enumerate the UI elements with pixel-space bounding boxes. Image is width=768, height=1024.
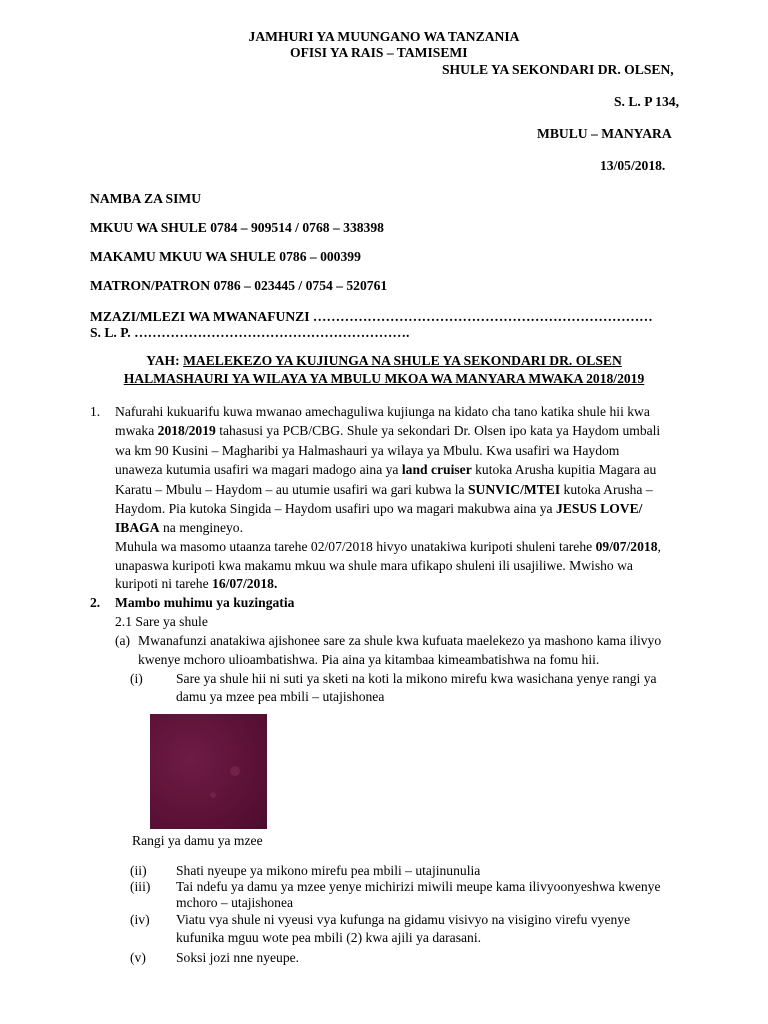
para1-line: mwaka 2018/2019 tahasusi ya PCB/CBG. Shule ya sekondari Dr. Olsen ipo kata ya Haydom umbali [115, 423, 661, 438]
letter-date: 13/05/2018. [600, 158, 666, 173]
parent-line: MZAZI/MLEZI WA MWANAFUNZI ………………………………………………………………… [90, 309, 653, 324]
para1-line: Nafurahi kukuarifu kuwa mwanao amechaguliwa kujiunga na kidato cha tano katika shule hii kwa [115, 404, 650, 419]
para1-line: unapaswa kuripoti kwa makamu mkuu wa shule mara ufikapo shuleni ili usajiliwe. Mwisho wa [115, 558, 633, 573]
subject-line-1: YAH: MAELEKEZO YA KUJIUNGA NA SHULE YA SEKONDARI DR. OLSEN [146, 353, 622, 368]
item-text: Viatu vya shule ni vyeusi vya kufunga na gidamu visivyo na visigino virefu vyenye [176, 912, 631, 927]
item-text: Shati nyeupe ya mikono mirefu pea mbili – utajinunulia [176, 863, 481, 878]
item-label: (i) [130, 671, 143, 686]
section2-title: Mambo muhimu ya kuzingatia [115, 595, 295, 610]
item-label: (iii) [130, 879, 151, 894]
section2-number: 2. [90, 595, 101, 610]
para1-line: IBAGA na mengineyo. [115, 520, 244, 535]
po-box: S. L. P 134, [614, 94, 679, 109]
school-name: SHULE YA SEKONDARI DR. OLSEN, [442, 62, 674, 77]
item-text: Sare ya shule hii ni suti ya sketi na koti la mikono mirefu kwa wasichana yenye rangi ya [176, 671, 657, 686]
section2-subtitle: 2.1 Sare ya shule [115, 614, 208, 629]
item-a-line: Mwanafunzi anatakiwa ajishonee sare za shule kwa kufuata maelekezo ya mashono kama ilivyo [138, 633, 662, 648]
para1-line: kuripoti ni tarehe 16/07/2018. [115, 576, 278, 591]
item-a-line: kwenye mchoro ulioambatishwa. Pia aina ya kitambaa kimeambatishwa na fomu hii. [138, 652, 600, 667]
item-text: kufunika mguu wote pea mbili (2) kwa ajili ya darasani. [176, 930, 482, 945]
item-label: (iv) [130, 912, 150, 927]
school-location: MBULU – MANYARA [537, 126, 672, 141]
item-a-label: (a) [115, 633, 131, 648]
contact-deputy: MAKAMU MKUU WA SHULE 0786 – 000399 [90, 249, 361, 264]
subject-line-2: HALMASHAURI YA WILAYA YA MBULU MKOA WA MANYARA MWAKA 2018/2019 [123, 371, 645, 386]
parent-po-line: S. L. P. ……………………………………………………. [90, 325, 410, 340]
para1-line: wa km 90 Kusini – Magharibi ya Halmashauri ya wilaya ya Mbulu. Kwa usafiri wa Haydom [115, 443, 620, 458]
contact-matron: MATRON/PATRON 0786 – 023445 / 0754 – 520761 [90, 278, 388, 293]
item-label: (v) [130, 950, 146, 965]
contacts-title: NAMBA ZA SIMU [90, 191, 202, 206]
para1-line: unaweza kutumia usafiri wa magari madogo aina ya land cruiser kutoka Arusha kupitia Magara au [115, 462, 657, 477]
header-line-1: JAMHURI YA MUUNGANO WA TANZANIA [248, 29, 520, 44]
swatch-caption: Rangi ya damu ya mzee [132, 833, 263, 848]
para1-line: Karatu – Mbulu – Haydom – au utumie usafiri wa gari kubwa la SUNVIC/MTEI kutoka Arusha – [115, 482, 653, 497]
para1-number: 1. [90, 404, 101, 419]
para1-line: Haydom. Pia kutoka Singida – Haydom usafiri upo wa magari makubwa aina ya JESUS LOVE/ [115, 501, 643, 516]
item-text: mchoro – utajishonea [176, 895, 294, 910]
item-text: Soksi jozi nne nyeupe. [176, 950, 300, 965]
fabric-swatch-image [150, 714, 267, 829]
item-text: Tai ndefu ya damu ya mzee yenye michirizi miwili meupe kama ilivyoonyeshwa kwenye [176, 879, 661, 894]
item-text: damu ya mzee pea mbili – utajishonea [176, 689, 385, 704]
para1-line: Muhula wa masomo utaanza tarehe 02/07/2018 hivyo unatakiwa kuripoti shuleni tarehe 09/07/2018, [115, 539, 661, 554]
header-line-2: OFISI YA RAIS – TAMISEMI [290, 45, 468, 60]
contact-head: MKUU WA SHULE 0784 – 909514 / 0768 – 338398 [90, 220, 384, 235]
item-label: (ii) [130, 863, 147, 878]
